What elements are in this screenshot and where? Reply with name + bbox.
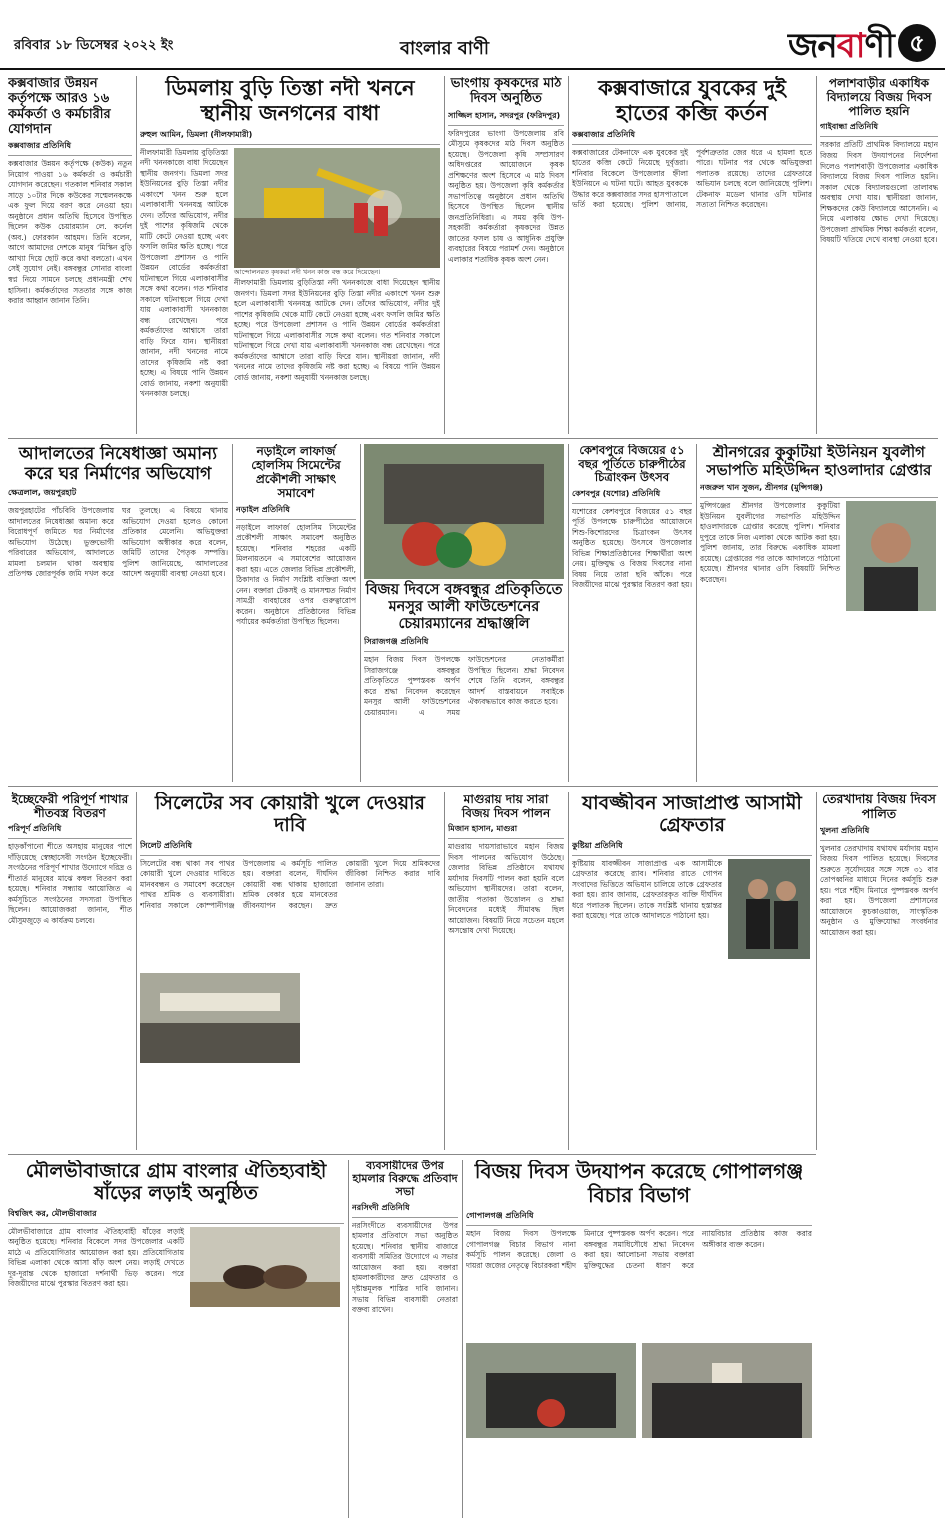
byline: সাজ্জিল হাসান, সদরপুর (ফরিদপুর) (448, 110, 564, 126)
issue-date: রবিবার ১৮ ডিসেম্বর ২০২২ ইং (14, 38, 174, 53)
page-section-title: বাংলার বাণী (400, 38, 490, 59)
article-body: নরসিংদীতে ব্যবসায়ীদের উপর হামলার প্রতিবাদে সভা অনুষ্ঠিত হয়েছে। শনিবার স্থানীয় বাজারে ব্যবসায়ী সমিতির উদ্যোগে এ সভার আয়োজন করা হয়। বক্তারা হামলাকারীদের দ্রুত গ্রেফতার ও দৃষ্টান্তমূলক শাস্তির দাবি জানান। সভায় বিভিন্ন ব্যবসায়ী নেতারা বক্তব্য রাখেন। (352, 1220, 458, 1315)
article-ichhefery (8, 792, 132, 1150)
byline: বিশ্বজিৎ কর, মৌলভীবাজার (8, 1208, 344, 1224)
byline: নজরুল খান সুজন, শ্রীনগর (মুন্সিগঞ্জ) (700, 482, 938, 498)
article-coxs-bazar-development (8, 76, 132, 434)
page-number: ৫ (898, 24, 936, 62)
newspaper-logo: জনবাণী ৫ (788, 20, 938, 66)
byline: পরিপূর্ণ প্রতিনিধি (8, 823, 132, 839)
article-body: কক্সবাজারের টেকনাফে এক যুবকের দুই হাতের কব্জি কেটে নিয়েছে দুর্বৃত্তরা। শনিবার বিকেলে উপজেলার হ্নীলা ইউনিয়নে এ ঘটনা ঘটে। আহত যুবককে উদ্ধার করে কক্সবাজার সদর হাসপাতালে ভর্তি করা হয়েছে। পুলিশ জানায়, পূর্বশত্রুতার জের ধরে এ হামলা হতে পারে। ঘটনার পর থেকে অভিযুক্তরা পলাতক রয়েছে। তাদের গ্রেফতারে অভিযান চলছে বলে জানিয়েছে পুলিশ। টেকনাফ মডেল থানার ওসি ঘটনার সত্যতা নিশ্চিত করেছেন। (572, 147, 812, 210)
masthead (0, 0, 945, 70)
arrest-photo (728, 859, 810, 959)
headline: কক্সবাজার উন্নয়ন কর্তৃপক্ষে আরও ১৬ কর্মকর্তা ও কর্মচারীর যোগদান (8, 76, 111, 137)
byline: নড়াইল প্রতিনিধি (236, 504, 356, 520)
byline: সিরাজগঞ্জ প্রতিনিধি (364, 636, 564, 652)
byline: খুলনা প্রতিনিধি (820, 825, 938, 841)
headline: বিজয় দিবস উদযাপন করেছে গোপালগঞ্জ বিচার বিভাগ (474, 1160, 804, 1207)
rally-photo (140, 973, 300, 1063)
photo-caption: আন্দোলনরত কৃষকরা নদী খনন কাজ বন্ধ করে দিয়েছেন। (234, 267, 381, 276)
headline: ভাংগায় কৃষকদের মাঠ দিবস অনুষ্ঠিত (450, 76, 562, 107)
byline: সিলেট প্রতিনিধি (140, 840, 440, 856)
article-body: নীলফামারী ডিমলায় বুড়িতিস্তা নদী খননকাজে বাধা দিয়েছেন স্থানীয় জনগণ। ডিমলা সদর ইউনিয়নের বুড়ি তিস্তা নদীর একাংশে খনন শুরু হলে এলাকাবাসী খননযন্ত্র আটকে দেন। তাঁদের অভিযোগ, নদীর দুই পাশের কৃষিজমি থেকে মাটি কেটে নেওয়া হচ্ছে এবং ফসলি জমির ক্ষতি হচ্ছে। পরে উপজেলা প্রশাসন ও পানি উন্নয়ন বোর্ডের কর্মকর্তারা ঘটনাস্থলে গিয়ে এলাকাবাসীর সঙ্গে কথা বলেন। গত শনিবার সকালে ঘটনাস্থলে গিয়ে দেখা যায় এলাকাবাসী খননকাজ বন্ধ রেখেছেন। পরে কর্মকর্তাদের আশ্বাসে তারা বাড়ি ফিরে যান। স্থানীয়রা জানান, নদী খননের নামে তাদের কৃষিজমি নষ্ট করা হচ্ছে। এ বিষয়ে পানি উন্নয়ন বোর্ড জানায়, নকশা অনুযায়ী খননকাজ চলছে। (140, 147, 228, 399)
article-body: হাড়কাঁপানো শীতে অসহায় মানুষের পাশে দাঁড়িয়েছে স্বেচ্ছাসেবী সংগঠন ইচ্ছেফেরী। সংগঠনের পরিপূর্ণ শাখার উদ্যোগে দরিদ্র ও শীতার্ত মানুষের মাঝে কম্বল বিতরণ করা হয়েছে। শনিবার সন্ধ্যায় আয়োজিত এ কর্মসূচিতে সংগঠনের সদস্যরা উপস্থিত ছিলেন। আয়োজকরা জানান, শীত মৌসুমজুড়ে এ কার্যক্রম চলবে। (8, 842, 132, 925)
article-mansur-ali (364, 444, 564, 782)
headline: মৌলভীবাজারে গ্রাম বাংলার ঐতিহ্যবাহী ষাঁড়ের লড়াই অনুষ্ঠিত (25, 1160, 327, 1205)
byline: কক্সবাজার প্রতিনিধি (8, 140, 132, 156)
excavator-photo (234, 148, 440, 268)
article-lafarge (236, 444, 356, 782)
article-body: যশোরের কেশবপুরে বিজয়ের ৫১ বছর পূর্তি উপলক্ষে চারুপীঠের আয়োজনে শিশু-কিশোরদের চিত্রাংকন উৎসব অনুষ্ঠিত হয়েছে। উৎসবে উপজেলার বিভিন্ন শিক্ষাপ্রতিষ্ঠানের শিক্ষার্থীরা অংশ নেয়। মুক্তিযুদ্ধ ও বিজয় দিবসের নানা বিষয় নিয়ে তারা ছবি আঁকে। পরে বিজয়ীদের মাঝে পুরস্কার বিতরণ করা হয়। (572, 506, 692, 590)
article-coxs-youth-attack (572, 76, 812, 434)
article-srinagar-arrest (700, 444, 938, 782)
headline: পলাশবাড়ীর একাধিক বিদ্যালয়ে বিজয় দিবস পালিত হয়নি (826, 76, 932, 119)
headline: সিলেটের সব কোয়ারী খুলে দেওয়ার দাবি (155, 792, 425, 837)
headline: তেরখাদায় বিজয় দিবস পালিত (822, 792, 936, 821)
headline: নড়াইলে লাফার্জ হোলসিম সিমেন্টের প্রকৌশলী সাক্ষাৎ সমাবেশ (251, 444, 341, 501)
article-body: মহান বিজয় দিবস উপলক্ষে সিরাজগঞ্জে বঙ্গবন্ধুর প্রতিকৃতিতে পুষ্পস্তবক অর্পণ করে শ্রদ্ধা নিবেদন করেছেন মনসুর আলী ফাউন্ডেশনের চেয়ারম্যান। এ সময় ফাউন্ডেশনের নেতাকর্মীরা উপস্থিত ছিলেন। শ্রদ্ধা নিবেদন শেষে তিনি বলেন, বঙ্গবন্ধুর আদর্শ বাস্তবায়নে সবাইকে ঐক্যবদ্ধভাবে কাজ করতে হবে। (364, 655, 564, 717)
headline: শ্রীনগরের কুকুটিয়া ইউনিয়ন যুবলীগ সভাপতি মহিউদ্দিন হাওলাদার গ্রেপ্তার (706, 444, 932, 479)
article-palashbari-schools (820, 76, 938, 434)
article-body: সরকার প্রতিটি প্রাথমিক বিদ্যালয়ে মহান বিজয় দিবস উদযাপনের নির্দেশনা দিলেও পলাশবাড়ী উপজেলার একাধিক বিদ্যালয়ে বিজয় দিবস পালিত হয়নি। সকাল থেকে বিদ্যালয়গুলো তালাবদ্ধ অবস্থায় দেখা যায়। স্থানীয়রা জানান, শিক্ষকদের কেউ বিদ্যালয়ে আসেননি। এ নিয়ে এলাকায় ক্ষোভ দেখা দিয়েছে। উপজেলা প্রাথমিক শিক্ষা কর্মকর্তা বলেন, বিষয়টি খতিয়ে দেখে ব্যবস্থা নেওয়া হবে। (820, 140, 938, 245)
article-body: খুলনার তেরখাদায় যথাযথ মর্যাদায় মহান বিজয় দিবস পালিত হয়েছে। দিবসের শুরুতে সূর্যোদয়ের সঙ্গে সঙ্গে ৩১ বার তোপধ্বনির মাধ্যমে দিনের কর্মসূচি শুরু হয়। পরে শহীদ মিনারে পুষ্পস্তবক অর্পণ করা হয়। উপজেলা প্রশাসনের আয়োজনে কুচকাওয়াজ, সাংস্কৃতিক অনুষ্ঠান ও মুক্তিযোদ্ধা সংবর্ধনার আয়োজন করা হয়। (820, 843, 938, 937)
byline: গাইবান্ধা প্রতিনিধি (820, 121, 938, 137)
judges-group-photo (642, 1343, 812, 1438)
headline: কক্সবাজারে যুবকের দুই হাতের কব্জি কর্তন (598, 76, 786, 125)
portrait-photo (846, 501, 936, 611)
article-sylhet-quarry (140, 792, 440, 1150)
article-teesta-digging (140, 76, 440, 434)
article-bullfight (8, 1160, 344, 1518)
byline: ক্ষেত্রলাল, জয়পুরহাট (8, 487, 228, 503)
article-life-sentence-arrest (572, 792, 812, 1150)
article-court-order (8, 444, 228, 782)
article-gopalganj-judiciary (466, 1160, 812, 1518)
article-body: মহান বিজয় দিবস উপলক্ষে গোপালগঞ্জ বিচার বিভাগ নানা কর্মসূচি পালন করেছে। জেলা ও দায়রা জজের নেতৃত্বে বিচারকরা শহীদ মিনারে পুষ্পস্তবক অর্পণ করেন। পরে বঙ্গবন্ধুর সমাধিসৌধে শ্রদ্ধা নিবেদন করা হয়। আলোচনা সভায় বক্তারা মুক্তিযুদ্ধের চেতনা ধারণ করে ন্যায়বিচার প্রতিষ্ঠায় কাজ করার অঙ্গীকার ব্যক্ত করেন। (466, 1229, 812, 1270)
article-bhanga-field-day (448, 76, 564, 434)
byline: নরসিংদী প্রতিনিধি (352, 1202, 458, 1218)
headline: আদালতের নিষেধাজ্ঞা অমান্য করে ঘর নির্মাণের অভিযোগ (18, 444, 218, 485)
judges-wreath-photo (466, 1343, 636, 1438)
byline: কুষ্টিয়া প্রতিনিধি (572, 840, 812, 856)
article-body: মৌলভীবাজারে গ্রাম বাংলার ঐতিহ্যবাহী ষাঁড়ের লড়াই অনুষ্ঠিত হয়েছে। শনিবার বিকেলে সদর উপজেলার একটি মাঠে এ প্রতিযোগিতার আয়োজন করা হয়। প্রতিযোগিতায় বিভিন্ন এলাকা থেকে আসা ষাঁড় অংশ নেয়। লড়াই দেখতে দূর-দূরান্ত থেকে হাজারো দর্শনার্থী ভিড় করেন। পরে বিজয়ীদের মাঝে পুরস্কার বিতরণ করা হয়। (8, 1226, 184, 1289)
wreath-photo (364, 444, 564, 579)
byline: কক্সবাজার প্রতিনিধি (572, 129, 812, 145)
headline: যাবজ্জীবন সাজাপ্রাপ্ত আসামী গ্রেফতার (582, 792, 802, 837)
headline: ডিমলায় বুড়ি তিস্তা নদী খননে স্থানীয় জনগনের বাধা (165, 76, 415, 125)
article-body: মুন্সিগঞ্জের শ্রীনগর উপজেলার কুকুটিয়া ইউনিয়ন যুবলীগের সভাপতি মহিউদ্দিন হাওলাদারকে গ্রেপ্তার করেছে পুলিশ। শনিবার দুপুরে তাকে নিজ এলাকা থেকে আটক করা হয়। পুলিশ জানায়, তার বিরুদ্ধে একাধিক মামলা রয়েছে। গ্রেপ্তারের পর তাকে আদালতে পাঠানো হয়েছে। শ্রীনগর থানার ওসি বিষয়টি নিশ্চিত করেছেন। (700, 501, 840, 584)
headline: কেশবপুরে বিজয়ের ৫১ বছর পূর্তিতে চারুপীঠের চিত্রাংকন উৎসব (578, 444, 686, 485)
article-body: কক্সবাজার উন্নয়ন কর্তৃপক্ষে (কউক) নতুন নিয়োগ পাওয়া ১৬ কর্মকর্তা ও কর্মচারী যোগদান করেছেন। গতকাল শনিবার সকাল সাড়ে ১০টার দিকে কউকের সম্মেলনকক্ষে এক ফুল দিয়ে বরণ করে নেওয়া হয়। অনুষ্ঠানে প্রধান অতিথি হিসেবে উপস্থিত ছিলেন কউক চেয়ারম্যান লে. কর্নেল (অব.) ফোরকান আহমদ। তিনি বলেন, আগে আমাদের দেশকে মানুষ ‘মিস্কিন বুড়ি আখ্যা দিয়ে ছোট করে কথা বলতো। এখন সেই সুযোগ নেই। বঙ্গবন্ধুর সোনার বাংলা স্বপ্ন নিয়ে সামনে চলছে প্রধানমন্ত্রী শেখ হাসিনা। কর্মকর্তাদের সততার সঙ্গে কাজ করার আহ্বান জানান তিনি। (8, 159, 132, 306)
headline: বিজয় দিবসে বঙ্গবন্ধুর প্রতিকৃতিতে মনসুর আলী ফাউন্ডেশনের চেয়ারম্যানের শ্রদ্ধাঞ্জলি (365, 582, 563, 633)
byline: মিজান হাসান, মাগুরা (448, 823, 564, 839)
article-body: ফরিদপুরের ভাংগা উপজেলায় রবি মৌসুমে কৃষকদের মাঠ দিবস অনুষ্ঠিত হয়েছে। উপজেলা কৃষি সম্প্রসারণ অধিদপ্তরের আয়োজনে কৃষক প্রশিক্ষণের অংশ হিসেবে এ মাঠ দিবস অনুষ্ঠিত হয়। উপজেলা কৃষি কর্মকর্তার সভাপতিত্বে অনুষ্ঠানে প্রধান অতিথি হিসেবে উপস্থিত ছিলেন স্থানীয় জনপ্রতিনিধিরা। এ সময় কৃষি উপ-সহকারী কর্মকর্তারা কৃষকদের উন্নত জাতের ফসল চাষ ও আধুনিক প্রযুক্তি ব্যবহারের বিষয়ে পরামর্শ দেন। অনুষ্ঠানে এলাকার শতাধিক কৃষক অংশ নেন। (448, 128, 564, 264)
article-body: কুষ্টিয়ায় যাবজ্জীবন সাজাপ্রাপ্ত এক আসামীকে গ্রেফতার করেছে র‍্যাব। শনিবার রাতে গোপন সংবাদের ভিত্তিতে অভিযান চালিয়ে তাকে গ্রেফতার করা হয়। র‍্যাব জানায়, গ্রেফতারকৃত ব্যক্তি দীর্ঘদিন ধরে পলাতক ছিলেন। তাকে সংশ্লিষ্ট থানায় হস্তান্তর করা হয়েছে। পরে তাকে আদালতে পাঠানো হয়। (572, 858, 722, 921)
bullfight-photo (190, 1227, 340, 1307)
headline: ইচ্ছেফেরী পরিপূর্ণ শাখার শীতবস্ত্র বিতরণ (11, 792, 129, 821)
article-body: সিলেটের বন্ধ থাকা সব পাথর কোয়ারী খুলে দেওয়ার দাবিতে মানববন্ধন ও সমাবেশ করেছেন পাথর শ্রমিক ও ব্যবসায়ীরা। শনিবার সকালে কোম্পানীগঞ্জ উপজেলায় এ কর্মসূচি পালিত হয়। বক্তারা বলেন, দীর্ঘদিন কোয়ারী বন্ধ থাকায় হাজারো শ্রমিক বেকার হয়ে মানবেতর জীবনযাপন করছেন। দ্রুত কোয়ারী খুলে দিয়ে শ্রমিকদের জীবিকা নিশ্চিত করার দাবি জানান তারা। (140, 858, 440, 910)
headline: ব্যবসায়ীদের উপর হামলার বিরুদ্ধে প্রতিবাদ সভা (352, 1160, 458, 1198)
byline: কেশবপুর (যশোর) প্রতিনিধি (572, 488, 692, 504)
article-magura (448, 792, 564, 1150)
article-body: জয়পুরহাটের পাঁচবিবি উপজেলায় আদালতের নিষেধাজ্ঞা অমান্য করে বিরোধপূর্ণ জমিতে ঘর নির্মাণের অভিযোগ উঠেছে। ভুক্তভোগী পরিবারের অভিযোগ, আদালতে মামলা চলমান থাকা অবস্থায় প্রতিপক্ষ জোরপূর্বক জমি দখল করে ঘর তুলছে। এ বিষয়ে থানায় অভিযোগ দেওয়া হলেও কোনো প্রতিকার মেলেনি। অভিযুক্তরা অভিযোগ অস্বীকার করে বলেন, জমিটি তাদের পৈতৃক সম্পত্তি। পুলিশ জানিয়েছে, আদালতের আদেশ অনুযায়ী ব্যবস্থা নেওয়া হবে। (8, 506, 228, 579)
byline: রুহুল আমিন, ডিমলা (নীলফামারী) (140, 129, 440, 145)
article-body: মাগুরায় দায়সারাভাবে মহান বিজয় দিবস পালনের অভিযোগ উঠেছে। জেলার বিভিন্ন প্রতিষ্ঠানে যথাযথ মর্যাদায় দিবসটি পালন করা হয়নি বলে অভিযোগ স্থানীয়দের। তারা বলেন, জাতীয় পতাকা উত্তোলন ও শ্রদ্ধা নিবেদনের মধ্যেই সীমাবদ্ধ ছিল আয়োজন। বিষয়টি নিয়ে সচেতন মহলে অসন্তোষ দেখা দিয়েছে। (448, 842, 564, 936)
article-traders-protest (352, 1160, 458, 1518)
article-body-continued: নীলফামারী ডিমলায় বুড়িতিস্তা নদী খননকাজে বাধা দিয়েছেন স্থানীয় জনগণ। ডিমলা সদর ইউনিয়নের বুড়ি তিস্তা নদীর একাংশে খনন শুরু হলে এলাকাবাসী খননযন্ত্র আটকে দেন। তাঁদের অভিযোগ, নদীর দুই পাশের কৃষিজমি থেকে মাটি কেটে নেওয়া হচ্ছে এবং ফসলি জমির ক্ষতি হচ্ছে। পরে উপজেলা প্রশাসন ও পানি উন্নয়ন বোর্ডের কর্মকর্তারা ঘটনাস্থলে গিয়ে এলাকাবাসীর সঙ্গে কথা বলেন। গত শনিবার সকালে ঘটনাস্থলে গিয়ে দেখা যায় এলাকাবাসী খননকাজ বন্ধ রেখেছেন। পরে কর্মকর্তাদের আশ্বাসে তারা বাড়ি ফিরে যান। স্থানীয়রা জানান, নদী খননের নামে তাদের কৃষিজমি নষ্ট করা হচ্ছে। এ বিষয়ে পানি উন্নয়ন বোর্ড জানায়, নকশা অনুযায়ী খননকাজ চলছে। (234, 278, 440, 382)
headline: মাগুরায় দায় সারা বিজয় দিবস পালন (461, 792, 551, 821)
article-terkhada (820, 792, 938, 1517)
article-body: নড়াইলে লাফার্জ হোলসিম সিমেন্টের প্রকৌশলী সাক্ষাৎ সমাবেশ অনুষ্ঠিত হয়েছে। শনিবার শহরের একটি মিলনায়তনে এ সমাবেশের আয়োজন করা হয়। এতে জেলার বিভিন্ন প্রকৌশলী, ঠিকাদার ও নির্মাণ সংশ্লিষ্ট ব্যক্তিরা অংশ নেন। বক্তারা টেকসই ও মানসম্মত নির্মাণ সামগ্রী ব্যবহারের ওপর গুরুত্বারোপ করেন। অনুষ্ঠানে প্রতিষ্ঠানের বিভিন্ন পর্যায়ের কর্মকর্তারা উপস্থিত ছিলেন। (236, 522, 356, 627)
byline: গোপালগঞ্জ প্রতিনিধি (466, 1210, 812, 1226)
article-keshabpur-art (572, 444, 692, 782)
